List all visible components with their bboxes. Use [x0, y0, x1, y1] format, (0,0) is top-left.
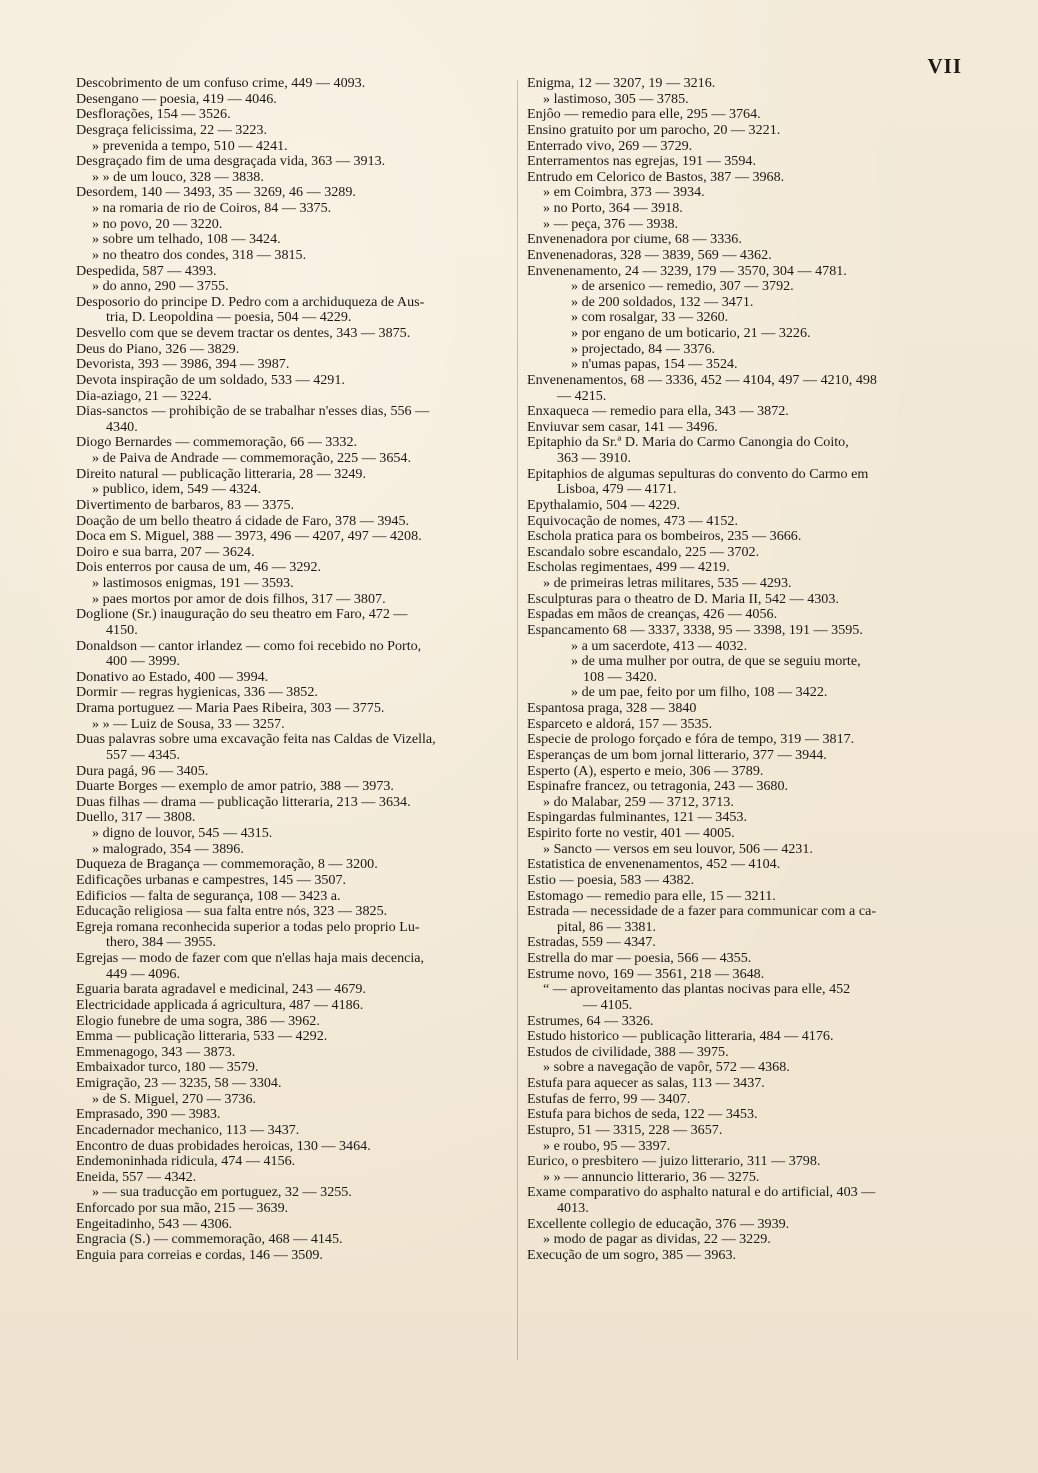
index-column-left — [76, 76, 509, 1264]
index-entry: Encadernador mechanico, 113 — 3437. — [76, 1121, 300, 1138]
index-entry: Escandalo sobre escandalo, 225 — 3702. — [527, 543, 760, 560]
index-entry: Enjôo — remedio para elle, 295 — 3764. — [527, 106, 761, 123]
index-entry: Exame comparativo do asphalto natural e do artificial, 403 — — [527, 1184, 876, 1201]
index-entry: » com rosalgar, 33 — 3260. — [571, 309, 729, 326]
index-entry: » sobre a navegação de vapôr, 572 — 4368. — [543, 1059, 790, 1076]
index-entry: Envenenadoras, 328 — 3839, 569 — 4362. — [527, 246, 772, 263]
index-entry: » lastimosos enigmas, 191 — 3593. — [92, 575, 294, 591]
index-entry: Estrada — necessidade de a fazer para communicar com a ca- — [527, 903, 877, 920]
index-entry: Engracia (S.) — commemoração, 468 — 4145. — [76, 1231, 343, 1248]
index-entry: » paes mortos por amor de dois filhos, 317 — 3807. — [92, 590, 386, 607]
index-entry: 400 — 3999. — [106, 653, 180, 670]
index-entry: » na romaria de rio de Coiros, 84 — 3375. — [92, 200, 332, 216]
index-entry: Electricidade applicada á agricultura, 487 — 4186. — [76, 996, 364, 1013]
index-entry: Eguaria barata agradavel e medicinal, 243 — 4679. — [76, 981, 366, 998]
index-entry: Doglione (Sr.) inauguração do seu theatro em Faro, 472 — — [76, 606, 408, 623]
index-entry: » — peça, 376 — 3938. — [543, 215, 679, 232]
index-entry: Edificações urbanas e campestres, 145 — 3507. — [76, 871, 347, 888]
index-entry: Envenenadora por ciume, 68 — 3336. — [527, 231, 742, 248]
index-entry: Dias-sanctos — prohibição de se trabalhar n'esses dias, 556 — — [76, 403, 430, 420]
index-entry: Edificios — falta de segurança, 108 — 3423 a. — [76, 887, 341, 904]
index-entry: » de 200 soldados, 132 — 3471. — [571, 293, 754, 310]
index-entry: 4150. — [106, 621, 138, 638]
index-entry: Estrume novo, 169 — 3561, 218 — 3648. — [527, 965, 765, 982]
index-entry: Desflorações, 154 — 3526. — [76, 106, 231, 123]
index-entry: » a um sacerdote, 413 — 4032. — [571, 637, 748, 654]
index-entry: Espinafre francez, ou tetragonia, 243 — 3680. — [527, 778, 789, 795]
index-entry: » do Malabar, 259 — 3712, 3713. — [543, 793, 734, 810]
index-entry: Direito natural — publicação litteraria, 28 — 3249. — [76, 465, 367, 482]
index-entry: Egreja romana reconhecida superior a todas pelo proprio Lu- — [76, 918, 420, 935]
index-entry: Estrella do mar — poesia, 566 — 4355. — [527, 950, 752, 966]
index-entry: 363 — 3910. — [557, 450, 631, 466]
index-entry: Devorista, 393 — 3986, 394 — 3987. — [76, 356, 290, 373]
index-entry: Desvello com que se devem tractar os dentes, 343 — 3875. — [76, 325, 411, 341]
index-entry: Enguia para correias e cordas, 146 — 3509. — [76, 1246, 323, 1263]
index-entry: Duas filhas — drama — publicação litteraria, 213 — 3634. — [76, 793, 411, 810]
index-entry: Divertimento de barbaros, 83 — 3375. — [76, 496, 295, 513]
index-entry: » digno de louvor, 545 — 4315. — [92, 825, 273, 841]
index-entry: Emma — publicação litteraria, 533 — 4292. — [76, 1028, 328, 1045]
index-entry: Estufa para aquecer as salas, 113 — 3437. — [527, 1075, 765, 1091]
index-entry: Esculpturas para o theatro de D. Maria II, 542 — 4303. — [527, 590, 839, 607]
index-entry: Endemoninhada ridicula, 474 — 4156. — [76, 1153, 296, 1170]
index-entry: Eurico, o presbitero — juizo litterario, 311 — 3798. — [527, 1153, 821, 1170]
index-entry: tria, D. Leopoldina — poesia, 504 — 4229. — [106, 309, 352, 326]
index-entry: Egrejas — modo de fazer com que n'ellas haja mais decencia, — [76, 950, 425, 966]
index-entry: 557 — 4345. — [106, 746, 180, 763]
index-entry: Desordem, 140 — 3493, 35 — 3269, 46 — 3289. — [76, 184, 356, 201]
index-entry: » lastimoso, 305 — 3785. — [543, 90, 689, 107]
index-entry: Dois enterros por causa de um, 46 — 3292. — [76, 559, 322, 576]
index-entry: Espadas em mãos de creanças, 426 — 4056. — [527, 606, 778, 623]
index-entry: Lisboa, 479 — 4171. — [557, 481, 677, 498]
index-entry: » » de um louco, 328 — 3838. — [92, 168, 264, 185]
index-entry: Entrudo em Celorico de Bastos, 387 — 3968. — [527, 168, 785, 185]
index-entry: Epitaphios de algumas sepulturas do convento do Carmo em — [527, 465, 869, 482]
index-entry: » » — Luiz de Sousa, 33 — 3257. — [92, 715, 285, 732]
index-entry: » publico, idem, 549 — 4324. — [92, 481, 262, 498]
index-entry: 4340. — [106, 418, 138, 435]
index-entry: » malogrado, 354 — 3896. — [92, 840, 244, 857]
index-entry: Emigração, 23 — 3235, 58 — 3304. — [76, 1075, 282, 1091]
page-number: VII — [927, 54, 962, 78]
index-entry: » projectado, 84 — 3376. — [571, 340, 716, 357]
index-entry: Enterrado vivo, 269 — 3729. — [527, 137, 693, 154]
index-entry: Doiro e sua barra, 207 — 3624. — [76, 543, 255, 560]
index-entry: Diogo Bernardes — commemoração, 66 — 3332. — [76, 434, 358, 451]
index-entry: Desgraçado fim de uma desgraçada vida, 363 — 3913. — [76, 153, 386, 170]
index-entry: Duello, 317 — 3808. — [76, 809, 196, 826]
index-entry: Estufa para bichos de seda, 122 — 3453. — [527, 1106, 758, 1123]
index-entry: » no Porto, 364 — 3918. — [543, 200, 683, 216]
index-entry: Duas palavras sobre uma excavação feita nas Caldas de Vizella, — [76, 731, 436, 748]
index-entry: Espancamento 68 — 3337, 3338, 95 — 3398, 191 — 3595. — [527, 621, 863, 638]
index-entry: Estio — poesia, 583 — 4382. — [527, 871, 695, 888]
index-entry: » n'umas papas, 154 — 3524. — [571, 356, 738, 373]
index-entry: Estudos de civilidade, 388 — 3975. — [527, 1043, 729, 1060]
index-entry: Despedida, 587 — 4393. — [76, 262, 217, 279]
index-entry: Estrumes, 64 — 3326. — [527, 1012, 654, 1029]
index-entry: Embaixador turco, 180 — 3579. — [76, 1059, 259, 1076]
index-entry: Elogio funebre de uma sogra, 386 — 3962. — [76, 1012, 320, 1029]
index-entry: thero, 384 — 3955. — [106, 934, 216, 951]
index-entry: Doação de um bello theatro á cidade de Faro, 378 — 3945. — [76, 512, 410, 529]
index-entry: 108 — 3420. — [583, 668, 657, 685]
index-entry: Espingardas fulminantes, 121 — 3453. — [527, 809, 747, 826]
index-entry: Estradas, 559 — 4347. — [527, 934, 656, 951]
index-entry: » de arsenico — remedio, 307 — 3792. — [571, 278, 794, 295]
index-entry: Espantosa praga, 328 — 3840 — [527, 700, 697, 716]
index-entry: Emprasado, 390 — 3983. — [76, 1106, 221, 1123]
index-entry: » no povo, 20 — 3220. — [92, 215, 223, 232]
index-entry: » e roubo, 95 — 3397. — [543, 1137, 671, 1154]
index-entry: » » — annuncio litterario, 36 — 3275. — [543, 1168, 760, 1185]
index-entry: Donativo ao Estado, 400 — 3994. — [76, 668, 269, 685]
index-entry: » no theatro dos condes, 318 — 3815. — [92, 246, 307, 263]
index-entry: 449 — 4096. — [106, 965, 180, 982]
index-entry: » em Coimbra, 373 — 3934. — [543, 184, 705, 201]
index-entry: Dura pagá, 96 — 3405. — [76, 762, 209, 779]
index-entry: Equivocação de nomes, 473 — 4152. — [527, 512, 738, 529]
index-entry: Envenenamento, 24 — 3239, 179 — 3570, 304 — 4781. — [527, 262, 847, 279]
index-entry: Desposorio do principe D. Pedro com a archiduqueza de Aus- — [76, 293, 425, 310]
index-entry: Estupro, 51 — 3315, 228 — 3657. — [527, 1121, 723, 1138]
index-entry: Educação religiosa — sua falta entre nós, 323 — 3825. — [76, 903, 388, 920]
index-entry: Ensino gratuito por um parocho, 20 — 3221. — [527, 121, 781, 138]
index-entry: — 4215. — [557, 387, 607, 404]
index-entry: Eschola pratica para os bombeiros, 235 — 3666. — [527, 528, 802, 545]
index-entry: Desgraça felicissima, 22 — 3223. — [76, 121, 267, 138]
index-entry: Enterramentos nas egrejas, 191 — 3594. — [527, 153, 756, 170]
index-entry: Epythalamio, 504 — 4229. — [527, 496, 681, 513]
index-entry: Donaldson — cantor irlandez — como foi recebido no Porto, — [76, 637, 422, 654]
index-entry: Estufas de ferro, 99 — 3407. — [527, 1090, 691, 1107]
index-entry: Estatistica de envenenamentos, 452 — 4104. — [527, 856, 781, 873]
index-entry: Esperanças de um bom jornal litterario, 377 — 3944. — [527, 746, 827, 763]
index-entry: Emmenagogo, 343 — 3873. — [76, 1043, 236, 1060]
index-column-right — [527, 76, 963, 1264]
index-entry: » de S. Miguel, 270 — 3736. — [92, 1090, 257, 1107]
index-entry: Enxaqueca — remedio para ella, 343 — 3872. — [527, 403, 789, 420]
index-entry: Envenenamentos, 68 — 3336, 452 — 4104, 497 — 4210, 498 — [527, 371, 877, 388]
index-entry: Engeitadinho, 543 — 4306. — [76, 1215, 233, 1232]
index-entry: » modo de pagar as dividas, 22 — 3229. — [543, 1231, 771, 1248]
index-entry: » de primeiras letras militares, 535 — 4293. — [543, 575, 792, 591]
index-entry: » de uma mulher por outra, de que se seguiu morte, — [571, 653, 861, 670]
index-entry: Esperto (A), esperto e meio, 306 — 3789. — [527, 762, 764, 779]
index-entry: “ — aproveitamento das plantas nocivas para elle, 452 — [543, 981, 851, 998]
index-entry: Eneida, 557 — 4342. — [76, 1168, 197, 1185]
index-entry: » de um pae, feito por um filho, 108 — 3422. — [571, 684, 828, 701]
index-entry: Enforcado por sua mão, 215 — 3639. — [76, 1200, 289, 1216]
index-entry: Estudo historico — publicação litteraria, 484 — 4176. — [527, 1028, 834, 1045]
index-entry: Execução de um sogro, 385 — 3963. — [527, 1246, 737, 1263]
index-entry: Dia-aziago, 21 — 3224. — [76, 387, 212, 404]
index-entry: » — sua traducção em portuguez, 32 — 3255. — [92, 1184, 352, 1201]
index-entry: Escholas regimentaes, 499 — 4219. — [527, 559, 730, 576]
index-entry: Desengano — poesia, 419 — 4046. — [76, 90, 277, 107]
index-entry: Descobrimento de um confuso crime, 449 — 4093. — [76, 75, 366, 91]
index-entry: Excellente collegio de educação, 376 — 3939. — [527, 1215, 790, 1232]
index-entry: Espirito forte no vestir, 401 — 4005. — [527, 825, 735, 841]
index-entry: Esparceto e aldorá, 157 — 3535. — [527, 715, 713, 732]
index-entry: Duqueza de Bragança — commemoração, 8 — 3200. — [76, 856, 378, 873]
index-entry: Encontro de duas probidades heroicas, 130 — 3464. — [76, 1137, 371, 1154]
index-entry: — 4105. — [583, 996, 633, 1013]
index-entry: Enigma, 12 — 3207, 19 — 3216. — [527, 75, 716, 91]
index-entry: Estomago — remedio para elle, 15 — 3211. — [527, 887, 776, 904]
index-entry: Especie de prologo forçado e fóra de tempo, 319 — 3817. — [527, 731, 855, 748]
index-entry: Enviuvar sem casar, 141 — 3496. — [527, 418, 718, 435]
index-entry: 4013. — [557, 1200, 589, 1216]
index-entry: Epitaphio da Sr.ª D. Maria do Carmo Canongia do Coito, — [527, 434, 849, 451]
index-entry: Devota inspiração de um soldado, 533 — 4291. — [76, 371, 345, 388]
column-divider — [517, 80, 518, 1360]
index-entry: Doca em S. Miguel, 388 — 3973, 496 — 4207, 497 — 4208. — [76, 528, 422, 545]
index-entry: » prevenida a tempo, 510 — 4241. — [92, 137, 288, 154]
index-entry: » de Paiva de Andrade — commemoração, 225 — 3654. — [92, 450, 411, 466]
index-entry: Dormir — regras hygienicas, 336 — 3852. — [76, 684, 318, 701]
index-entry: » do anno, 290 — 3755. — [92, 278, 229, 295]
index-entry: » Sancto — versos em seu louvor, 506 — 4231. — [543, 840, 813, 857]
index-entry: Duarte Borges — exemplo de amor patrio, 388 — 3973. — [76, 778, 394, 795]
index-entry: pital, 86 — 3381. — [557, 918, 657, 935]
index-entry: » sobre um telhado, 108 — 3424. — [92, 231, 281, 248]
index-entry: Drama portuguez — Maria Paes Ribeira, 303 — 3775. — [76, 700, 385, 716]
index-entry: » por engano de um boticario, 21 — 3226. — [571, 325, 811, 341]
index-entry: Deus do Piano, 326 — 3829. — [76, 340, 240, 357]
